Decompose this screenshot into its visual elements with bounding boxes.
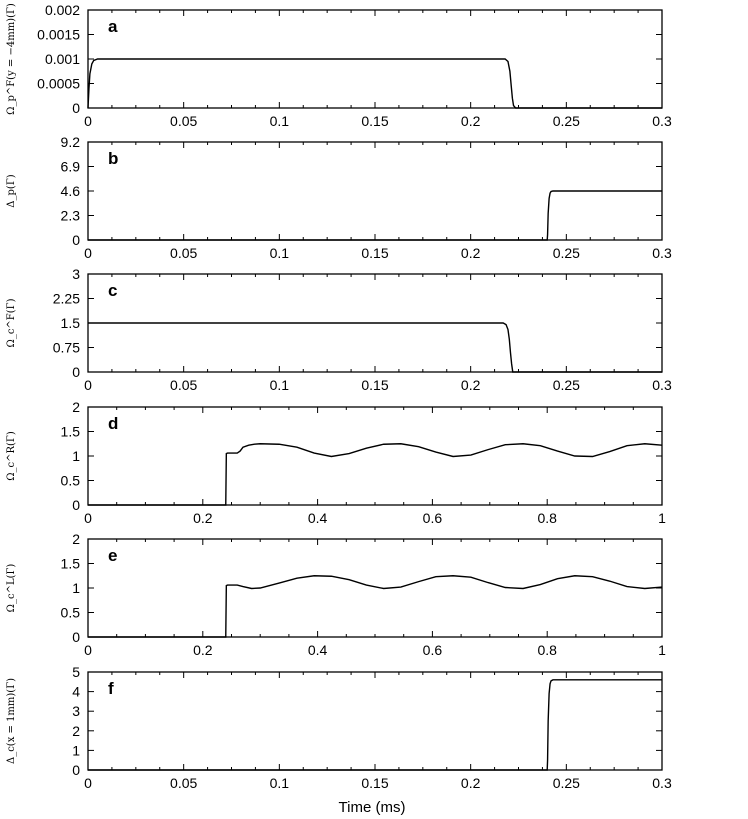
x-tick-label: 0.6 xyxy=(422,642,443,658)
x-tick-label: 0 xyxy=(84,510,92,526)
y-tick-label: 0.0015 xyxy=(37,26,80,43)
x-tick-label: 0.8 xyxy=(537,510,557,526)
x-tick-label: 0.2 xyxy=(460,377,481,393)
x-tick-label: 0.05 xyxy=(170,245,198,261)
x-tick-label: 0.3 xyxy=(652,377,672,393)
x-tick-label: 0.1 xyxy=(269,775,290,791)
x-tick-label: 0 xyxy=(84,642,92,658)
x-tick-label: 0.2 xyxy=(460,775,481,791)
x-tick-label: 0.15 xyxy=(361,377,389,393)
y-tick-label: 0.5 xyxy=(60,604,80,621)
y-axis-title: Ω_c^L(Γ) xyxy=(6,563,17,613)
y-tick-label: 0 xyxy=(72,364,80,380)
x-tick-label: 0 xyxy=(84,377,92,393)
y-tick-label: 3 xyxy=(72,703,80,720)
x-tick-label: 0.6 xyxy=(422,510,443,526)
x-tick-label: 0 xyxy=(84,775,92,791)
y-tick-label: 0.5 xyxy=(60,472,80,489)
y-axis-title: Δ_p(Γ) xyxy=(6,174,17,208)
x-tick-label: 0.2 xyxy=(460,245,481,261)
plot-frame-e xyxy=(88,539,662,637)
x-tick-label: 0.1 xyxy=(269,113,290,129)
y-tick-label: 0.002 xyxy=(44,2,80,18)
x-tick-label: 0.2 xyxy=(193,510,213,526)
panel-f xyxy=(6,664,672,791)
x-tick-label: 0.3 xyxy=(652,775,672,791)
y-tick-label: 1.5 xyxy=(60,423,80,440)
series-line-c xyxy=(88,323,662,372)
y-tick-label: 1 xyxy=(72,580,80,596)
panel-b xyxy=(6,134,672,261)
y-tick-label: 0.0005 xyxy=(37,75,80,92)
y-tick-label: 0.001 xyxy=(44,51,80,67)
y-tick-label: 1 xyxy=(72,448,80,464)
y-tick-label: 2.25 xyxy=(52,290,80,307)
y-tick-label: 4.6 xyxy=(60,183,80,199)
x-tick-label: 0.05 xyxy=(170,775,198,791)
series-line-e xyxy=(88,576,662,637)
x-tick-label: 0.1 xyxy=(269,245,290,261)
x-tick-label: 0.2 xyxy=(460,113,481,129)
y-tick-label: 1.5 xyxy=(60,555,80,572)
plot-frame-f xyxy=(88,672,662,770)
y-tick-label: 0 xyxy=(72,762,80,778)
y-tick-label: 1.5 xyxy=(60,315,80,331)
x-tick-label: 0.25 xyxy=(552,113,580,129)
y-tick-label: 2 xyxy=(72,531,80,547)
panel-letter: c xyxy=(108,281,118,300)
x-tick-label: 1 xyxy=(658,642,666,658)
x-tick-label: 0.15 xyxy=(361,113,389,129)
x-tick-label: 0.4 xyxy=(307,642,328,658)
y-tick-label: 0 xyxy=(72,232,80,248)
series-line-f xyxy=(88,680,662,770)
series-line-b xyxy=(88,191,662,240)
y-tick-label: 0 xyxy=(72,629,80,645)
y-tick-label: 6.9 xyxy=(60,158,80,175)
y-tick-label: 2 xyxy=(72,399,80,415)
panel-a xyxy=(6,2,672,129)
x-axis-title: Time (ms) xyxy=(338,799,406,816)
y-tick-label: 9.2 xyxy=(60,134,80,150)
panel-letter: a xyxy=(108,17,118,36)
x-tick-label: 0 xyxy=(84,113,92,129)
panel-letter: f xyxy=(108,679,114,698)
x-tick-label: 0.1 xyxy=(269,377,290,393)
y-axis-title: Ω_c^F(Γ) xyxy=(6,298,17,348)
x-tick-label: 0.8 xyxy=(537,642,557,658)
x-tick-label: 0.25 xyxy=(552,775,580,791)
panels xyxy=(6,2,672,791)
x-tick-label: 0 xyxy=(84,245,92,261)
panel-d xyxy=(6,399,666,526)
panel-c xyxy=(6,266,672,393)
panel-letter: b xyxy=(108,149,119,168)
x-tick-label: 0.05 xyxy=(170,377,198,393)
y-tick-label: 2 xyxy=(72,722,80,739)
x-tick-label: 1 xyxy=(658,510,666,526)
y-axis-title: Ω_c^R(Γ) xyxy=(6,431,17,481)
y-tick-label: 1 xyxy=(72,742,80,759)
x-tick-label: 0.05 xyxy=(170,113,198,129)
y-tick-label: 3 xyxy=(72,266,80,282)
x-tick-label: 0.25 xyxy=(552,377,580,393)
y-axis-title: Δ_c(x = 1mm)(Γ) xyxy=(6,677,17,765)
panel-letter: d xyxy=(108,414,119,433)
y-tick-label: 0.75 xyxy=(52,339,80,356)
x-tick-label: 0.2 xyxy=(193,642,213,658)
y-tick-label: 0 xyxy=(72,100,80,116)
y-tick-label: 2.3 xyxy=(60,207,80,224)
y-axis-title: Ω_p^F(y = −4mm)(Γ) xyxy=(6,3,17,115)
x-tick-label: 0.15 xyxy=(361,775,389,791)
series-line-d xyxy=(88,444,662,505)
x-tick-label: 0.15 xyxy=(361,245,389,261)
x-tick-label: 0.25 xyxy=(552,245,580,261)
x-tick-label: 0.3 xyxy=(652,113,672,129)
y-tick-label: 0 xyxy=(72,497,80,513)
x-tick-label: 0.4 xyxy=(307,510,328,526)
panel-letter: e xyxy=(108,546,118,565)
y-tick-label: 5 xyxy=(72,664,80,680)
panel-e xyxy=(6,531,666,658)
series-line-a xyxy=(88,59,662,108)
x-tick-label: 0.3 xyxy=(652,245,672,261)
y-tick-label: 4 xyxy=(72,683,80,700)
